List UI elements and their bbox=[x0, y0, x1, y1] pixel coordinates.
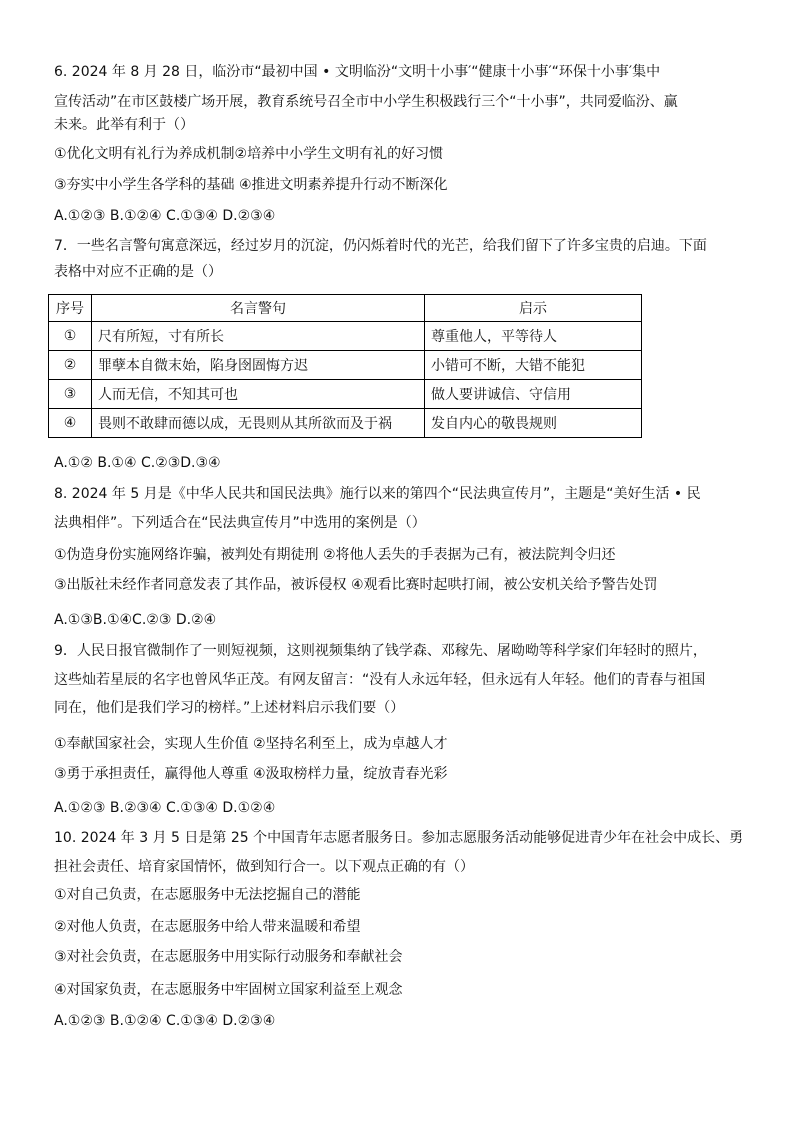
row-saying: 畏则不敢肆而德以成，无畏则从其所欲而及于祸 bbox=[92, 409, 425, 438]
row-lesson: 尊重他人，平等待人 bbox=[425, 322, 642, 351]
row-number: ③ bbox=[49, 380, 92, 409]
q9-stem-line-1: 9．人民日报官微制作了一则短视频，这则视频集纳了钱学森、邓稼先、屠呦呦等科学家们年轻时的照片， bbox=[54, 643, 707, 659]
q7-options: A.①② B.①④ C.②③D.③④ bbox=[54, 455, 221, 471]
q6-options: A.①②③ B.①②④ C.①③④ D.②③④ bbox=[54, 208, 276, 224]
q8-stem-line-2: 法典相伴”。下列适合在“民法典宣传月”中选用的案例是（） bbox=[54, 515, 426, 531]
q10-stem-line-1: 10. 2024 年 3 月 5 日是第 25 个中国青年志愿者服务日。参加志愿服务活动能够促进青少年在社会中成长、勇 bbox=[54, 830, 744, 846]
q10-options: A.①②③ B.①②④ C.①③④ D.②③④ bbox=[54, 1013, 276, 1029]
q10-item-1: ①对自己负责，在志愿服务中无法挖掘自己的潜能 bbox=[54, 887, 361, 903]
q10-item-2: ②对他人负责，在志愿服务中给人带来温暖和希望 bbox=[54, 919, 361, 935]
q8-stem-line-1: 8. 2024 年 5 月是《中华人民共和国民法典》施行以来的第四个“民法典宣传月”，主题是“美好生活 • 民 bbox=[54, 486, 701, 502]
q10-item-3: ③对社会负责，在志愿服务中用实际行动服务和奉献社会 bbox=[54, 949, 403, 965]
header-saying: 名言警句 bbox=[92, 295, 425, 322]
q8-options: A.①③B.①④C.②③ D.②④ bbox=[54, 612, 217, 628]
row-saying: 人而无信，不知其可也 bbox=[92, 380, 425, 409]
q10-stem-line-2: 担社会责任、培育家国情怀，做到知行合一。以下观点正确的有（） bbox=[54, 859, 474, 875]
table-row bbox=[49, 380, 642, 409]
q9-item-1: ①奉献国家社会，实现人生价值 ②坚持名利至上，成为卓越人才 bbox=[54, 736, 448, 752]
table-row bbox=[49, 409, 642, 438]
row-number: ④ bbox=[49, 409, 92, 438]
q8-item-2: ③出版社未经作者同意发表了其作品，被诉侵权 ④观看比赛时起哄打闹，被公安机关给予警告处罚 bbox=[54, 577, 658, 593]
table-header-row bbox=[49, 295, 642, 322]
q9-stem-line-2: 这些灿若星辰的名字也曾风华正茂。有网友留言：“没有人永远年轻，但永远有人年轻。他们的青春与祖国 bbox=[54, 672, 706, 688]
q10-item-4: ④对国家负责，在志愿服务中牢固树立国家利益至上观念 bbox=[54, 982, 403, 998]
header-lesson: 启示 bbox=[425, 295, 642, 322]
q9-stem-line-3: 同在，他们是我们学习的榜样。”上述材料启示我们要（） bbox=[54, 700, 405, 716]
q7-stem-line-1: 7．一些名言警句寓意深远，经过岁月的沉淀，仍闪烁着时代的光芒，给我们留下了许多宝贵的启迪。下面 bbox=[54, 238, 707, 254]
table-row bbox=[49, 351, 642, 380]
row-saying: 尺有所短，寸有所长 bbox=[92, 322, 425, 351]
q6-item-2: ③夯实中小学生各学科的基础 ④推进文明素养提升行动不断深化 bbox=[54, 177, 448, 193]
table-row bbox=[49, 322, 642, 351]
q8-item-1: ①伪造身份实施网络诈骗，被判处有期徒刑 ②将他人丢失的手表据为己有，被法院判令归还 bbox=[54, 547, 616, 563]
q6-stem-line-2: 宣传活动”在市区鼓楼广场开展，教育系统号召全市中小学生积极践行三个“十小事”，共同爱临汾、赢 bbox=[54, 94, 678, 110]
q6-item-1: ①优化文明有礼行为养成机制②培养中小学生文明有礼的好习惯 bbox=[54, 146, 444, 162]
q7-table bbox=[48, 294, 642, 438]
header-number: 序号 bbox=[49, 295, 92, 322]
q7-stem-line-2: 表格中对应不正确的是（） bbox=[54, 264, 222, 280]
row-number: ① bbox=[49, 322, 92, 351]
row-lesson: 发自内心的敬畏规则 bbox=[425, 409, 642, 438]
row-number: ② bbox=[49, 351, 92, 380]
row-lesson: 小错可不断，大错不能犯 bbox=[425, 351, 642, 380]
row-saying: 罪孽本自微末始，陷身囹圄悔方迟 bbox=[92, 351, 425, 380]
q9-options: A.①②③ B.②③④ C.①③④ D.①②④ bbox=[54, 800, 276, 816]
q6-stem-line-1: 6. 2024 年 8 月 28 日，临汾市“最初中国 • 文明临汾“文明十小事′“健康十小事′“环保十小事′集中 bbox=[54, 64, 661, 80]
row-lesson: 做人要讲诚信、守信用 bbox=[425, 380, 642, 409]
q6-stem-line-3: 未来。此举有利于（） bbox=[54, 117, 194, 133]
q9-item-2: ③勇于承担责任，赢得他人尊重 ④汲取榜样力量，绽放青春光彩 bbox=[54, 766, 448, 782]
